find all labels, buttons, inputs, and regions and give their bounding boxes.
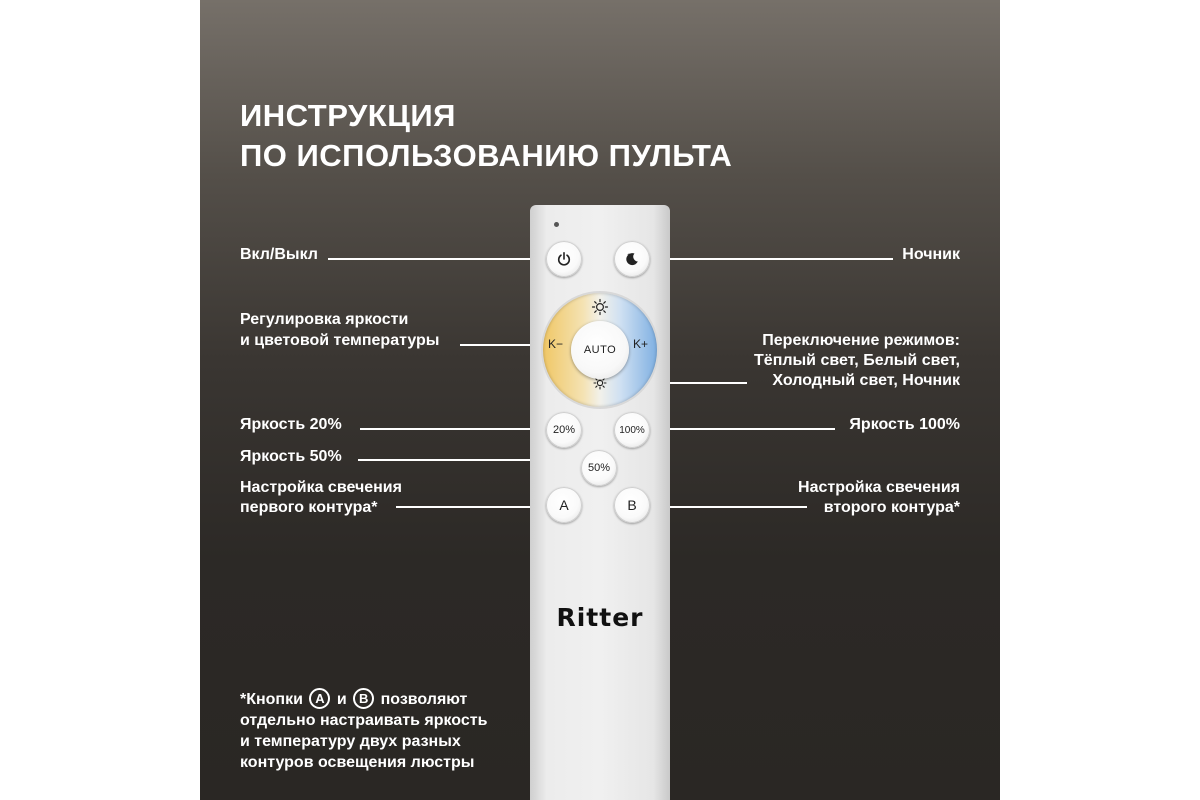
footnote-line-3: и температуру двух разных bbox=[240, 733, 461, 750]
title-line-1: ИНСТРУКЦИЯ bbox=[240, 98, 456, 133]
indicator-led bbox=[554, 222, 559, 227]
leader-line-night bbox=[655, 258, 893, 260]
brightness-20-button[interactable]: 20% bbox=[546, 412, 582, 448]
brand-logo: Ritter bbox=[556, 603, 644, 632]
footnote-part-1: *Кнопки bbox=[240, 691, 303, 708]
leader-line-100 bbox=[655, 428, 835, 430]
footnote-part-2: позволяют bbox=[380, 691, 468, 708]
label-modes-line-2: Тёплый свет, Белый свет, bbox=[754, 352, 960, 369]
leader-line-power bbox=[328, 258, 546, 260]
label-circuit-a-line-1: Настройка свечения bbox=[240, 479, 402, 496]
title-line-2: ПО ИСПОЛЬЗОВАНИЮ ПУЛЬТА bbox=[240, 138, 733, 173]
label-modes-line-3: Холодный свет, Ночник bbox=[772, 372, 960, 389]
label-modes-line-1: Переключение режимов: bbox=[762, 332, 960, 349]
leader-line-20 bbox=[360, 428, 546, 430]
label-circuit-a-line-2: первого контура* bbox=[240, 499, 378, 516]
circuit-a-button[interactable]: A bbox=[546, 487, 582, 523]
footnote-line-2: отдельно настраивать яркость bbox=[240, 712, 488, 729]
leader-line-b bbox=[655, 506, 807, 508]
footnote-and: и bbox=[336, 691, 347, 708]
brightness-50-button[interactable]: 50% bbox=[581, 450, 617, 486]
label-adjust-line-1: Регулировка яркости bbox=[240, 311, 409, 328]
label-brightness-50: Яркость 50% bbox=[240, 448, 342, 465]
label-adjust-line-2: и цветовой температуры bbox=[240, 332, 440, 349]
footnote-line-1 bbox=[240, 688, 487, 710]
power-icon bbox=[556, 251, 572, 267]
moon-icon bbox=[623, 250, 641, 268]
footnote bbox=[240, 688, 487, 773]
k-plus-label[interactable]: K+ bbox=[633, 337, 649, 351]
k-minus-label[interactable]: K− bbox=[548, 337, 564, 351]
footnote-line-4: контуров освещения люстры bbox=[240, 754, 475, 771]
label-circuit-b-line-1: Настройка свечения bbox=[798, 479, 960, 496]
circuit-b-button[interactable]: B bbox=[614, 487, 650, 523]
instruction-panel bbox=[200, 0, 1000, 800]
label-power: Вкл/Выкл bbox=[240, 246, 318, 263]
leader-line-a bbox=[396, 506, 546, 508]
footnote-circle-b: B bbox=[353, 688, 374, 709]
label-circuit-b-line-2: второго контура* bbox=[823, 499, 960, 516]
label-night: Ночник bbox=[902, 246, 960, 263]
label-brightness-20: Яркость 20% bbox=[240, 416, 342, 433]
brightness-100-button[interactable]: 100% bbox=[614, 412, 650, 448]
auto-button[interactable]: AUTO bbox=[571, 321, 629, 379]
sun-icon[interactable] bbox=[591, 298, 609, 316]
night-light-button[interactable] bbox=[614, 241, 650, 277]
remote-control bbox=[530, 205, 670, 800]
footnote-circle-a: A bbox=[309, 688, 330, 709]
label-brightness-100: Яркость 100% bbox=[849, 416, 960, 433]
power-button[interactable] bbox=[546, 241, 582, 277]
